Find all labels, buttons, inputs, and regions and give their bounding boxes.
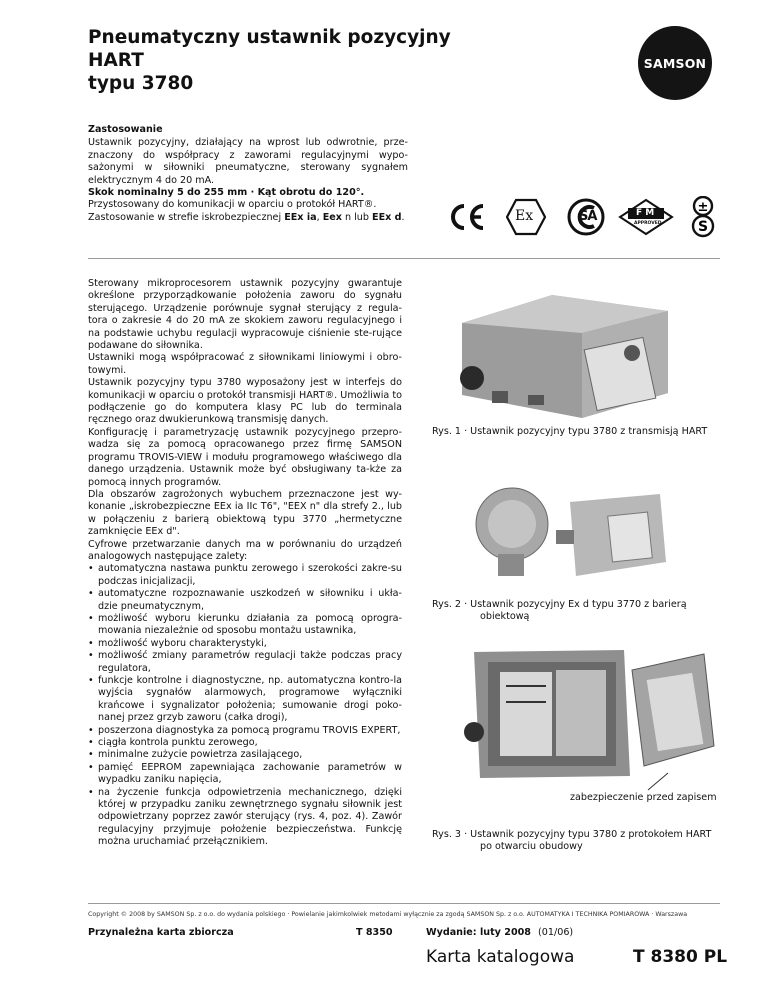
figure-1-image <box>432 283 688 423</box>
ps-certificate-icon <box>690 196 716 242</box>
description-body <box>88 278 402 849</box>
list-item: • automatyczne rozpoznawanie uszkodzeń w siłowniku i ukła-dzie pneumatycznym, <box>88 588 402 613</box>
figure-1-caption: Rys. 1 · Ustawnik pozycyjny typu 3780 z transmisją HART <box>432 426 708 437</box>
edition-info <box>426 927 573 939</box>
edition-date: Wydanie: luty 2008 <box>426 927 531 938</box>
ex-text: Ex <box>515 208 534 224</box>
figure-3-caption <box>432 829 712 854</box>
list-item: • ciągła kontrola punktu zerowego, <box>88 737 402 749</box>
title-line-2: typu 3780 <box>88 73 194 94</box>
svg-text:S: S <box>697 219 709 235</box>
related-sheet-number: T 8350 <box>356 927 393 938</box>
advantages-list <box>88 563 402 848</box>
list-item: • na życzenie funkcja odpowietrzenia mechanicznego, dzięki której w przypadku zaniku zewnętrznego sygnału siłownik jest odpowietrzany poprzez zawór sterujący (rys. 4, poz. 4). Zawór regulacyjny przyjmuje położenie bezpieczeństwa. Funkcję można uruchamiać przełącznikiem. <box>88 787 402 849</box>
figure-3-caption-line-2: po otwarciu obudowy <box>480 841 583 853</box>
body-paragraph-6: Cyfrowe przetwarzanie danych ma w porównaniu do urządzeń analogowych następujące zalety: <box>88 538 402 562</box>
intro-section <box>88 124 408 224</box>
body-paragraph-3: Ustawnik pozycyjny typu 3780 wyposażony jest w interfejs do komunikacji w oparciu o protokół transmisji HART®. Umożliwia to podłączenie go do komputera klasy PC lub do terminala ręcznego oraz dwukierunkową transmisję danych. <box>88 377 402 426</box>
ce-mark-icon <box>448 202 486 236</box>
body-paragraph-2: Ustawniki mogą współpracować z siłownikami liniowymi i obro-towymi. <box>88 352 402 376</box>
svg-text:±: ± <box>697 200 709 215</box>
related-sheet-label: Przynależna karta zbiorcza <box>88 927 234 938</box>
list-item: • możliwość wyboru kierunku działania za pomocą oprogra-mowania niezależnie od sposobu montażu ustawnika, <box>88 613 402 638</box>
intro-text-2: Przystosowany do komunikacji w oparciu o protokół HART®. <box>88 199 377 211</box>
body-paragraph-1: Sterowany mikroprocesorem ustawnik pozycyjny gwarantuje określone przyporządkowanie położenia zaworu do sygnału sterującego. Urządzenie porównuje sygnał sterujący z regula-tora o zakresie 4 do 20 mA ze skokiem zaworu regulacyjnego i na podstawie uchybu regulacji wypracowuje ciśnienie ste-rujące podawane do siłownika. <box>88 278 402 352</box>
intro-text-3-mid: n lub <box>341 211 373 223</box>
body-paragraph-4: Konfigurację i parametryzację ustawnik pozycyjnego przepro-wadza się za pomocą opracowanego przez firmę SAMSON programu TROVIS-VIEW i modułu programowego właściwego dla danego urządzenia. Ustawnik może być obsługiwany ta-kże za pomocą innych programów. <box>88 426 402 488</box>
intro-heading: Zastosowanie <box>88 124 163 135</box>
fm-approved-text: APPROVED <box>634 221 662 226</box>
list-item: • możliwość zmiany parametrów regulacji także podczas pracy regulatora, <box>88 650 402 675</box>
intro-text-3-eexd: EEx d <box>372 211 402 223</box>
figure-3-caption-line-1: Rys. 3 · Ustawnik pozycyjny typu 3780 z protokołem HART <box>432 829 712 840</box>
intro-text-3-prefix: Zastosowanie w strefie iskrobezpiecznej <box>88 211 285 223</box>
logo-text: SAMSON <box>643 55 707 71</box>
intro-text-3-eex: Eex <box>322 211 342 223</box>
ex-hexagon-icon <box>506 198 546 240</box>
intro-text-3-sep: , <box>316 211 323 223</box>
title-line-1: Pneumatyczny ustawnik pozycyjny HART <box>88 27 451 71</box>
intro-text-3-eexia: EEx ia <box>284 211 317 223</box>
page-title <box>88 26 508 95</box>
intro-bold-line: Skok nominalny 5 do 255 mm · Kąt obrotu do 120°. <box>88 187 365 199</box>
copyright-notice: Copyright © 2008 by SAMSON Sp. z o.o. do wydania polskiego · Powielanie jakimkolwiek metodami wyłącznie za zgodą SAMSON Sp. z o.o. AUTOMATYKA I TECHNIKA POMIAROWA · Warszawa <box>88 911 688 918</box>
list-item: • możliwość wyboru charakterystyki, <box>88 638 402 650</box>
list-item: • pamięć EEPROM zapewniająca zachowanie parametrów w wypadku zaniku napięcia, <box>88 762 402 787</box>
fm-approved-icon <box>618 198 674 240</box>
csa-mark-icon <box>566 197 606 241</box>
figure-2-caption <box>432 599 712 624</box>
fm-text: F M <box>636 208 655 218</box>
intro-text-3-end: . <box>401 211 405 223</box>
intro-text-3 <box>88 212 408 224</box>
list-item: • funkcje kontrolne i diagnostyczne, np. automatyczna kontro-la wyjścia sygnałów alarmowych, programowe wyłączniki krańcowe i sygnalizator położenia; sumowanie drogi poko-nanej przez grzyb zaworu (całka drogi), <box>88 675 402 725</box>
figure-3-image <box>456 646 718 780</box>
figure-3-leader-line <box>646 772 670 792</box>
document-type: Karta katalogowa <box>426 947 575 967</box>
section-divider <box>88 258 720 259</box>
edition-code: (01/06) <box>538 927 574 938</box>
figure-2-caption-line-1: Rys. 2 · Ustawnik pozycyjny Ex d typu 3770 z barierą <box>432 599 687 610</box>
body-paragraph-5: Dla obszarów zagrożonych wybuchem przeznaczone jest wy-konanie „iskrobezpieczne EEx ia IIc T6", "EEX n" dla strefy 2., lub w połączeniu z barierą obiektową typu 3770 „hermetyczne zamknięcie EEx d". <box>88 488 402 538</box>
list-item: • minimalne zużycie powietrza zasilającego, <box>88 749 402 761</box>
intro-text-1: Ustawnik pozycyjny, działający na wprost lub odwrotnie, prze-znaczony do współpracy z zaworami regulacyjnymi wypo-sażonymi w siłowniki pneumatyczne, sterowany sygnałem elektrycznym 4 do 20 mA. <box>88 137 408 186</box>
write-protect-label: zabezpieczenie przed zapisem <box>570 792 717 803</box>
figure-2-image <box>460 484 670 584</box>
samson-logo <box>638 26 712 100</box>
list-item: • automatyczna nastawa punktu zerowego i szerokości zakre-su podczas inicjalizacji, <box>88 563 402 588</box>
document-number: T 8380 PL <box>633 947 728 967</box>
certification-marks <box>448 196 718 240</box>
csa-text: SA <box>579 209 597 224</box>
list-item: • poszerzona diagnostyka za pomocą programu TROVIS EXPERT, <box>88 725 402 737</box>
footer-divider <box>88 903 720 904</box>
figure-2-caption-line-2: obiektową <box>480 611 530 623</box>
